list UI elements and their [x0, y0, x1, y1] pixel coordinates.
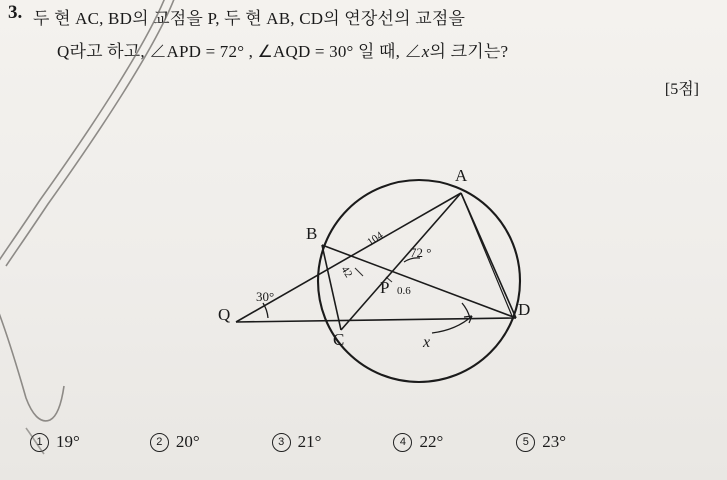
- figure-lines: [236, 193, 516, 330]
- choice-1-marker: 1: [30, 433, 49, 452]
- score-label: [5점]: [664, 81, 699, 98]
- point-label-D: D: [518, 300, 531, 319]
- choice-2[interactable]: [150, 432, 200, 452]
- choice-4[interactable]: [393, 432, 443, 452]
- handwritten-annotation-06: 0.6: [397, 285, 411, 297]
- angle-label-x: x: [423, 334, 431, 351]
- choice-3-label: 21°: [297, 432, 322, 451]
- choice-1-label: 19°: [56, 432, 80, 451]
- choice-5-marker: 5: [516, 433, 535, 452]
- choice-3[interactable]: [272, 432, 322, 452]
- question-line-1: 두 현 AC, BD의 교점을 P, 두 현 AB, CD의 연장선의 교점을: [33, 9, 466, 28]
- point-label-A: A: [455, 166, 468, 185]
- choice-2-marker: 2: [150, 433, 169, 452]
- point-label-P: P: [380, 278, 390, 297]
- chord-BC: [322, 245, 341, 330]
- choice-4-marker: 4: [393, 433, 412, 452]
- question-variable-x: x: [421, 42, 430, 61]
- question-line-2-post: 의 크기는?: [429, 42, 509, 61]
- x-pointer-arrow: [432, 316, 472, 333]
- angle-arc-Q: [263, 303, 268, 318]
- chord-AD-inner: [461, 193, 512, 316]
- handwritten-annotation-104: 104: [365, 229, 386, 249]
- circle-outline: [318, 180, 520, 382]
- choice-5-label: 23°: [542, 432, 567, 451]
- point-label-B: B: [306, 224, 318, 243]
- question-number: 3.: [8, 2, 23, 23]
- pencil-smudge-strokes: [0, 0, 176, 421]
- handwritten-annotation-42: 42: [338, 264, 355, 280]
- pencil-mark-on-choice-1: [22, 424, 62, 458]
- choice-2-label: 20°: [175, 432, 200, 451]
- angle-label-Q: 30°: [256, 289, 275, 304]
- line-QD: [236, 318, 516, 322]
- choice-3-marker: 3: [272, 433, 291, 452]
- question-line-2: [57, 37, 508, 62]
- answer-choices: [30, 432, 710, 452]
- choice-5[interactable]: [516, 432, 566, 452]
- question-line-2-pre: Q라고 하고, ∠APD = 72° , ∠AQD = 30° 일 때, ∠: [57, 42, 422, 61]
- angle-arcs: [263, 258, 470, 318]
- angle-arc-x: [462, 303, 470, 318]
- point-label-C: C: [333, 330, 345, 349]
- point-label-Q: Q: [218, 305, 231, 324]
- choice-4-label: 22°: [419, 432, 444, 451]
- chord-AD: [461, 193, 516, 318]
- chord-AC: [341, 193, 461, 330]
- angle-label-P: 72 °: [410, 245, 432, 260]
